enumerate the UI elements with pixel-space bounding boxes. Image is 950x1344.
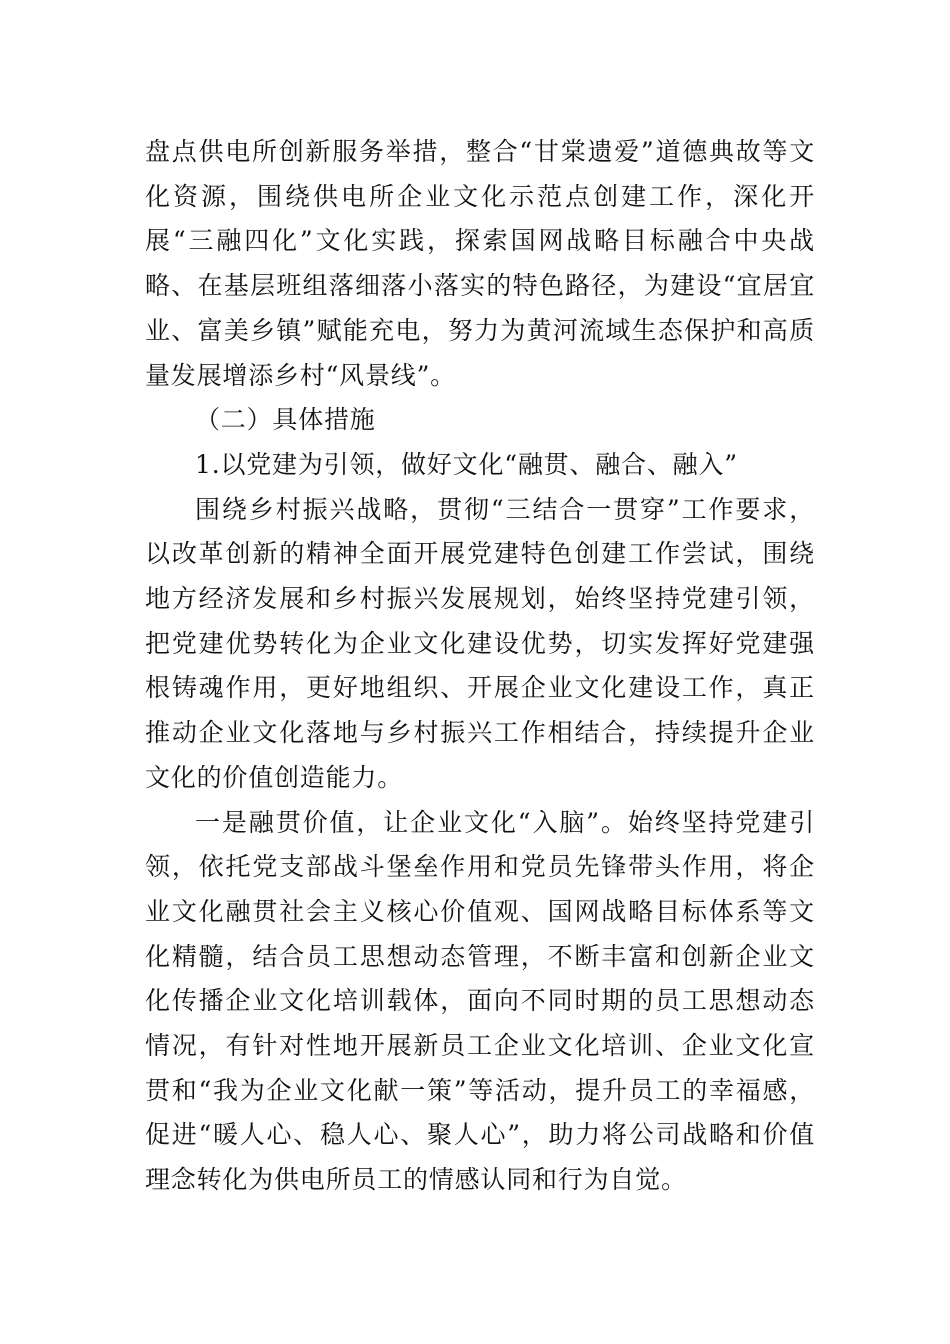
intro-paragraph: 盘点供电所创新服务举措，整合“甘棠遗爱”道德典故等文化资源，围绕供电所企业文化示范点创建工作，深化开展“三融四化”文化实践，探索国网战略目标融合中央战略、在基层班组落细落小落实的特色路径，为建设“宜居宜业、富美乡镇”赋能充电，努力为黄河流域生态保护和高质量发展增添乡村“风景线”。 — [145, 137, 815, 390]
document-body — [145, 130, 815, 1203]
body-paragraph-2: 一是融贯价值，让企业文化“入脑”。始终坚持党建引领，依托党支部战斗堡垒作用和党员先锋带头作用，将企业文化融贯社会主义核心价值观、国网战略目标体系等文化精髓，结合员工思想动态管理，不断丰富和创新企业文化传播企业文化培训载体，面向不同时期的员工思想动态情况，有针对性地开展新员工企业文化培训、企业文化宣贯和“我为企业文化献一策”等活动，提升员工的幸福感，促进“暖人心、稳人心、聚人心”，助力将公司战略和价值理念转化为供电所员工的情感认同和行为自觉。 — [145, 807, 815, 1195]
subheading: 1.以党建为引领，做好文化“融贯、融合、融入” — [195, 449, 738, 479]
section-heading: （二）具体措施 — [195, 405, 376, 435]
body-paragraph-1: 围绕乡村振兴战略，贯彻“三结合一贯穿”工作要求，以改革创新的精神全面开展党建特色创建工作尝试，围绕地方经济发展和乡村振兴发展规划，始终坚持党建引领，把党建优势转化为企业文化建设优势，切实发挥好党建强根铸魂作用，更好地组织、开展企业文化建设工作，真正推动企业文化落地与乡村振兴工作相结合，持续提升企业文化的价值创造能力。 — [145, 494, 815, 792]
